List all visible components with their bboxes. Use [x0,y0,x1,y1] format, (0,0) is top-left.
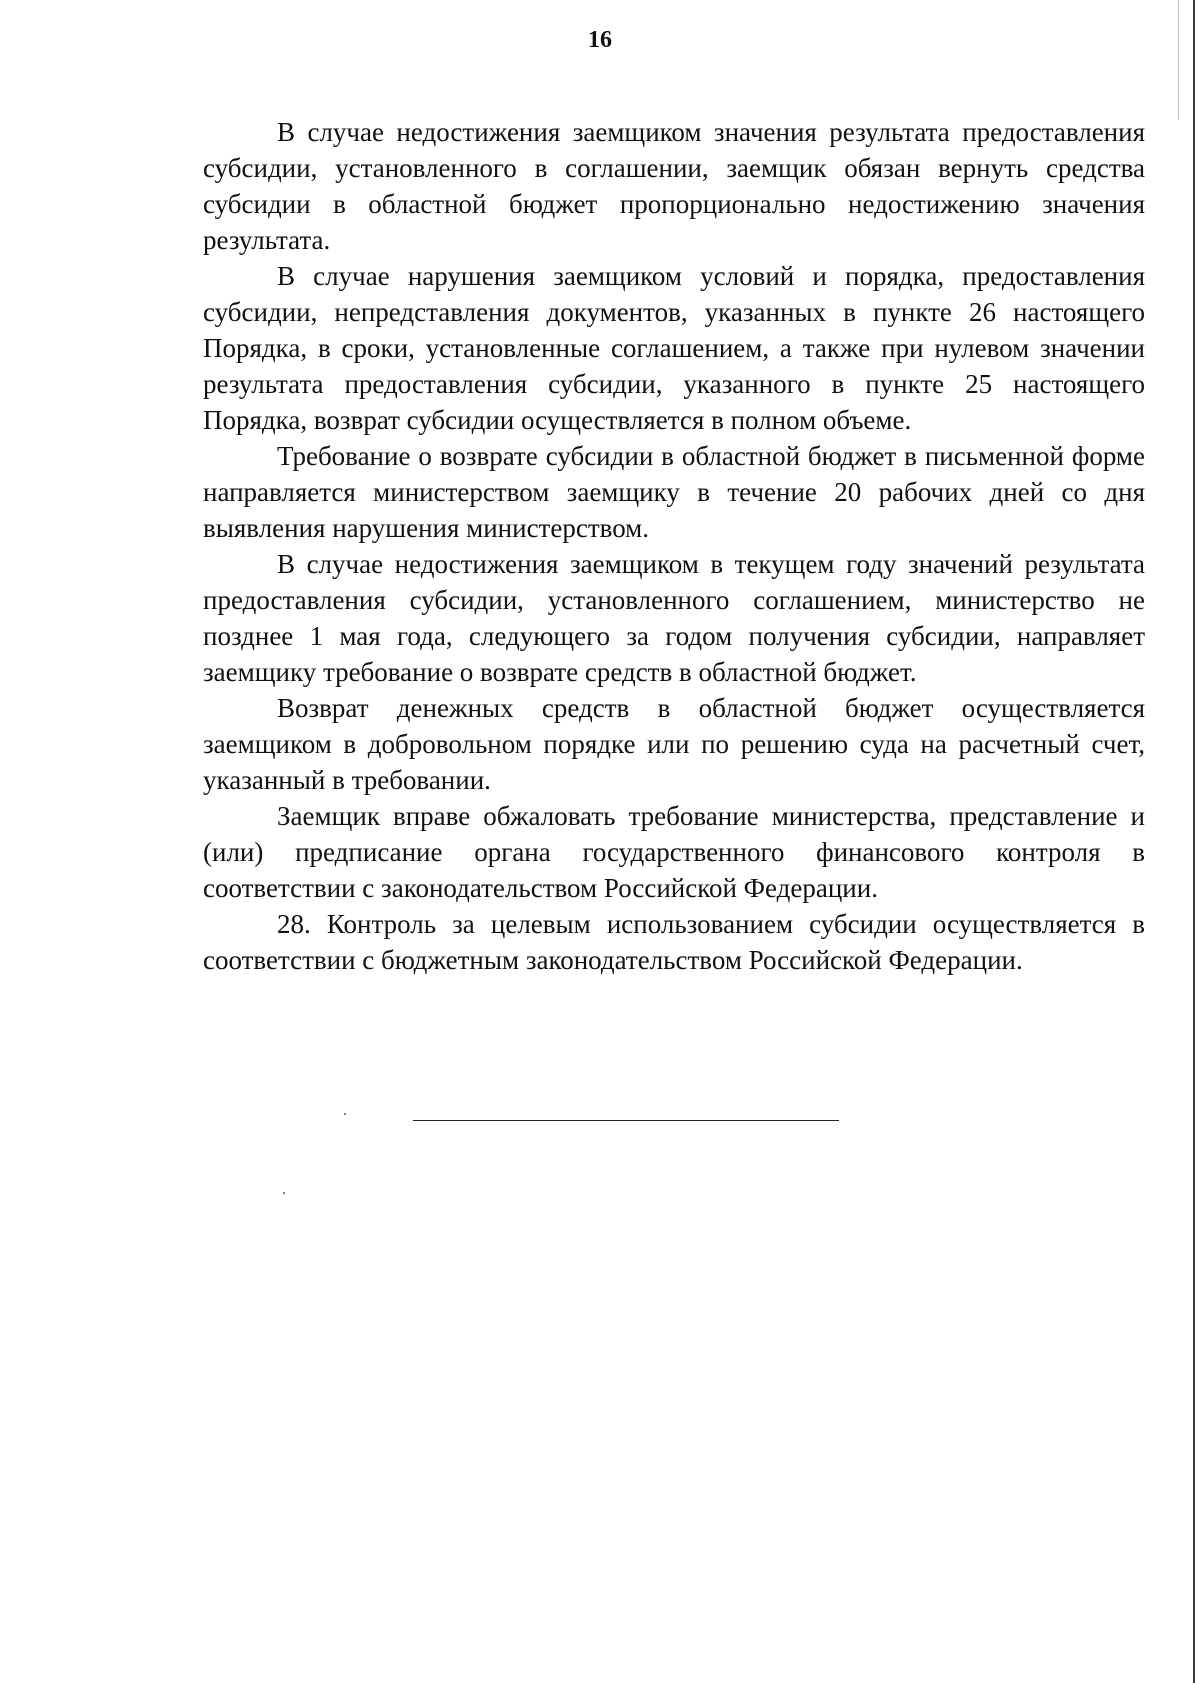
scan-edge-line [1178,0,1179,120]
scan-edge-line [1193,0,1195,1683]
paragraph-item-28-control: 28. Контроль за целевым использованием субсидии осуществляется в соответствии с бюджетным законодательством Российской Федерации. [203,909,1145,975]
paragraph-full-return-on-violation: В случае нарушения заемщиком условий и порядка, предоставления субсидии, непредставления документов, указанных в пункте 26 настоящего Порядка, в сроки, установленные соглашением, а также при нулевом значении результата предоставления субсидии, указанного в пункте 25 настоящего Порядка, возврат субсидии осуществляется в полном объеме. [203,261,1145,435]
paragraph-return-on-underachievement: В случае недостижения заемщиком значения результата предоставления субсидии, установленного в соглашении, заемщик обязан вернуть средства субсидии в областной бюджет пропорционально недостижению значения результата. [203,117,1145,255]
scan-speck [283,1192,285,1194]
paragraph-return-method: Возврат денежных средств в областной бюджет осуществляется заемщиком в добровольном порядке или по решению суда на расчетный счет, указанный в требовании. [203,693,1145,795]
paragraph-demand-deadline: В случае недостижения заемщиком в текущем году значений результата предоставления субсидии, установленного соглашением, министерство не позднее 1 мая года, следующего за годом получения субсидии, направляет заемщику требование о возврате средств в областной бюджет. [203,549,1145,687]
paragraph-appeal-right: Заемщик вправе обжаловать требование министерства, представление и (или) предписание органа государственного финансового контроля в соответствии с законодательством Российской Федерации. [203,801,1145,903]
paragraph-return-demand-notice: Требование о возврате субсидии в областной бюджет в письменной форме направляется министерством заемщику в течение 20 рабочих дней со дня выявления нарушения министерством. [203,441,1145,543]
scan-speck [344,1113,346,1115]
end-of-document-rule [413,1120,839,1121]
document-body [203,114,1145,978]
page-number: 16 [588,27,612,53]
